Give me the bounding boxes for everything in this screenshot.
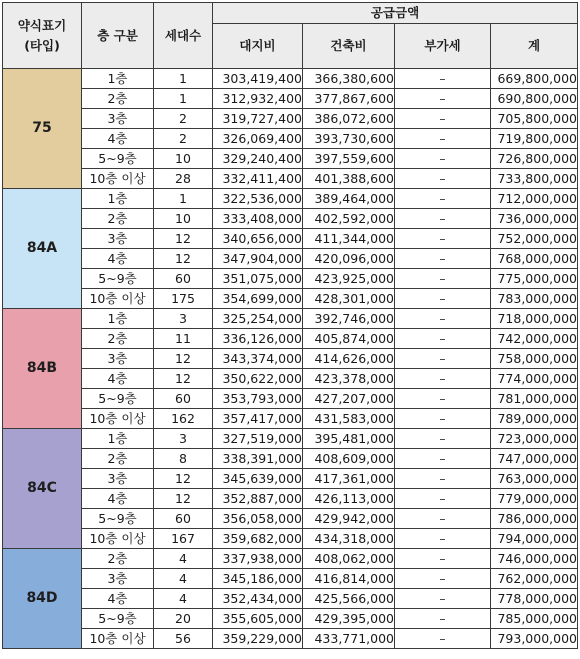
total-price-cell: 747,000,000 (491, 449, 578, 469)
table-row (3, 309, 578, 329)
units-cell: 11 (154, 329, 213, 349)
units-cell: 3 (154, 309, 213, 329)
type-header (3, 3, 82, 69)
vat-cell: – (395, 269, 491, 289)
total-price-cell: 794,000,000 (491, 529, 578, 549)
building-price-cell: 397,559,600 (303, 149, 395, 169)
units-cell: 4 (154, 589, 213, 609)
building-price-cell: 429,395,000 (303, 609, 395, 629)
floor-cell: 1층 (82, 309, 154, 329)
table-row (3, 369, 578, 389)
vat-cell: – (395, 349, 491, 369)
floor-cell: 4층 (82, 489, 154, 509)
vat-cell: – (395, 149, 491, 169)
vat-cell: – (395, 569, 491, 589)
land-price-cell: 319,727,400 (213, 109, 303, 129)
units-cell: 4 (154, 549, 213, 569)
floor-cell: 4층 (82, 129, 154, 149)
floor-cell: 5~9층 (82, 269, 154, 289)
table-row (3, 629, 578, 649)
type-cell: 84B (3, 309, 82, 429)
table-row (3, 589, 578, 609)
building-price-cell: 423,925,000 (303, 269, 395, 289)
floor-header: 층 구분 (82, 3, 154, 69)
table-row (3, 149, 578, 169)
vat-cell: – (395, 369, 491, 389)
floor-cell: 1층 (82, 429, 154, 449)
total-price-cell: 742,000,000 (491, 329, 578, 349)
floor-cell: 3층 (82, 569, 154, 589)
total-price-cell: 763,000,000 (491, 469, 578, 489)
table-row (3, 109, 578, 129)
total-price-cell: 669,800,000 (491, 69, 578, 89)
vat-cell: – (395, 309, 491, 329)
building-price-cell: 408,609,000 (303, 449, 395, 469)
type-cell: 84A (3, 189, 82, 309)
land-price-cell: 347,904,000 (213, 249, 303, 269)
floor-cell: 2층 (82, 549, 154, 569)
table-row (3, 209, 578, 229)
building-price-cell: 393,730,600 (303, 129, 395, 149)
total-price-cell: 752,000,000 (491, 229, 578, 249)
table-row (3, 529, 578, 549)
floor-cell: 2층 (82, 329, 154, 349)
floor-cell: 2층 (82, 449, 154, 469)
units-cell: 60 (154, 389, 213, 409)
land-price-cell: 353,793,000 (213, 389, 303, 409)
table-body (3, 69, 578, 649)
units-cell: 175 (154, 289, 213, 309)
building-price-cell: 414,626,000 (303, 349, 395, 369)
building-price-cell: 416,814,000 (303, 569, 395, 589)
floor-cell: 5~9층 (82, 509, 154, 529)
land-price-cell: 357,417,000 (213, 409, 303, 429)
table-row (3, 469, 578, 489)
vat-cell: – (395, 329, 491, 349)
vat-cell: – (395, 509, 491, 529)
table-row (3, 449, 578, 469)
units-header: 세대수 (154, 3, 213, 69)
floor-cell: 3층 (82, 349, 154, 369)
floor-cell: 10층 이상 (82, 169, 154, 189)
type-cell: 75 (3, 69, 82, 189)
land-price-cell: 325,254,000 (213, 309, 303, 329)
land-header: 대지비 (213, 24, 303, 69)
vat-cell: – (395, 469, 491, 489)
type-cell: 84C (3, 429, 82, 549)
table-row (3, 69, 578, 89)
land-price-cell: 329,240,400 (213, 149, 303, 169)
vat-cell: – (395, 109, 491, 129)
building-price-cell: 408,062,000 (303, 549, 395, 569)
building-price-cell: 377,867,600 (303, 89, 395, 109)
vat-cell: – (395, 89, 491, 109)
floor-cell: 3층 (82, 469, 154, 489)
total-price-cell: 789,000,000 (491, 409, 578, 429)
units-cell: 12 (154, 229, 213, 249)
total-price-cell: 781,000,000 (491, 389, 578, 409)
land-price-cell: 303,419,400 (213, 69, 303, 89)
land-price-cell: 354,699,000 (213, 289, 303, 309)
vat-cell: – (395, 489, 491, 509)
floor-cell: 1층 (82, 189, 154, 209)
total-price-cell: 733,800,000 (491, 169, 578, 189)
units-cell: 12 (154, 349, 213, 369)
total-price-cell: 775,000,000 (491, 269, 578, 289)
type-cell: 84D (3, 549, 82, 649)
units-cell: 162 (154, 409, 213, 429)
units-cell: 20 (154, 609, 213, 629)
vat-cell: – (395, 449, 491, 469)
units-cell: 12 (154, 249, 213, 269)
table-row (3, 349, 578, 369)
land-price-cell: 359,229,000 (213, 629, 303, 649)
vat-cell: – (395, 409, 491, 429)
floor-cell: 5~9층 (82, 149, 154, 169)
table-row (3, 489, 578, 509)
vat-cell: – (395, 629, 491, 649)
land-price-cell: 345,639,000 (213, 469, 303, 489)
table-row (3, 569, 578, 589)
table-row (3, 289, 578, 309)
table-row (3, 189, 578, 209)
land-price-cell: 332,411,400 (213, 169, 303, 189)
units-cell: 167 (154, 529, 213, 549)
units-cell: 60 (154, 509, 213, 529)
building-price-cell: 366,380,600 (303, 69, 395, 89)
total-price-cell: 779,000,000 (491, 489, 578, 509)
units-cell: 12 (154, 469, 213, 489)
total-price-cell: 719,800,000 (491, 129, 578, 149)
floor-cell: 10층 이상 (82, 629, 154, 649)
total-price-cell: 712,000,000 (491, 189, 578, 209)
table-row (3, 89, 578, 109)
total-price-cell: 690,800,000 (491, 89, 578, 109)
units-cell: 12 (154, 489, 213, 509)
vat-cell: – (395, 209, 491, 229)
floor-cell: 10층 이상 (82, 409, 154, 429)
total-price-cell: 768,000,000 (491, 249, 578, 269)
land-price-cell: 352,434,000 (213, 589, 303, 609)
building-price-cell: 433,771,000 (303, 629, 395, 649)
land-price-cell: 340,656,000 (213, 229, 303, 249)
floor-cell: 4층 (82, 249, 154, 269)
type-header-line1: 약식표기 (17, 17, 67, 33)
land-price-cell: 352,887,000 (213, 489, 303, 509)
land-price-cell: 359,682,000 (213, 529, 303, 549)
floor-cell: 2층 (82, 209, 154, 229)
building-price-cell: 429,942,000 (303, 509, 395, 529)
vat-cell: – (395, 429, 491, 449)
building-price-cell: 427,207,000 (303, 389, 395, 409)
total-price-cell: 786,000,000 (491, 509, 578, 529)
total-price-cell: 793,000,000 (491, 629, 578, 649)
units-cell: 2 (154, 129, 213, 149)
table-row (3, 429, 578, 449)
floor-cell: 10층 이상 (82, 529, 154, 549)
table-row (3, 549, 578, 569)
total-price-cell: 705,800,000 (491, 109, 578, 129)
building-price-cell: 402,592,000 (303, 209, 395, 229)
units-cell: 12 (154, 369, 213, 389)
units-cell: 10 (154, 149, 213, 169)
building-price-cell: 386,072,600 (303, 109, 395, 129)
land-price-cell: 322,536,000 (213, 189, 303, 209)
total-price-cell: 783,000,000 (491, 289, 578, 309)
building-header: 건축비 (303, 24, 395, 69)
land-price-cell: 326,069,400 (213, 129, 303, 149)
table-row (3, 329, 578, 349)
floor-cell: 3층 (82, 229, 154, 249)
table-row (3, 229, 578, 249)
units-cell: 3 (154, 429, 213, 449)
table-row (3, 609, 578, 629)
floor-cell: 2층 (82, 89, 154, 109)
units-cell: 1 (154, 69, 213, 89)
units-cell: 1 (154, 189, 213, 209)
vat-header: 부가세 (395, 24, 491, 69)
vat-cell: – (395, 229, 491, 249)
vat-cell: – (395, 289, 491, 309)
vat-cell: – (395, 129, 491, 149)
table-row (3, 269, 578, 289)
building-price-cell: 431,583,000 (303, 409, 395, 429)
building-price-cell: 426,113,000 (303, 489, 395, 509)
total-price-cell: 723,000,000 (491, 429, 578, 449)
land-price-cell: 338,391,000 (213, 449, 303, 469)
vat-cell: – (395, 589, 491, 609)
total-price-cell: 774,000,000 (491, 369, 578, 389)
type-header-line2: (타입) (24, 37, 60, 53)
land-price-cell: 333,408,000 (213, 209, 303, 229)
units-cell: 10 (154, 209, 213, 229)
building-price-cell: 401,388,600 (303, 169, 395, 189)
floor-cell: 10층 이상 (82, 289, 154, 309)
table-row (3, 409, 578, 429)
total-price-cell: 758,000,000 (491, 349, 578, 369)
land-price-cell: 356,058,000 (213, 509, 303, 529)
land-price-cell: 312,932,400 (213, 89, 303, 109)
building-price-cell: 428,301,000 (303, 289, 395, 309)
units-cell: 8 (154, 449, 213, 469)
land-price-cell: 337,938,000 (213, 549, 303, 569)
units-cell: 1 (154, 89, 213, 109)
vat-cell: – (395, 529, 491, 549)
land-price-cell: 355,605,000 (213, 609, 303, 629)
building-price-cell: 434,318,000 (303, 529, 395, 549)
building-price-cell: 417,361,000 (303, 469, 395, 489)
units-cell: 4 (154, 569, 213, 589)
total-price-cell: 746,000,000 (491, 549, 578, 569)
vat-cell: – (395, 249, 491, 269)
building-price-cell: 425,566,000 (303, 589, 395, 609)
total-price-cell: 736,000,000 (491, 209, 578, 229)
vat-cell: – (395, 69, 491, 89)
table-row (3, 169, 578, 189)
building-price-cell: 411,344,000 (303, 229, 395, 249)
vat-cell: – (395, 609, 491, 629)
vat-cell: – (395, 169, 491, 189)
building-price-cell: 405,874,000 (303, 329, 395, 349)
floor-cell: 5~9층 (82, 609, 154, 629)
building-price-cell: 420,096,000 (303, 249, 395, 269)
units-cell: 2 (154, 109, 213, 129)
building-price-cell: 389,464,000 (303, 189, 395, 209)
total-price-cell: 726,800,000 (491, 149, 578, 169)
vat-cell: – (395, 389, 491, 409)
table-row (3, 509, 578, 529)
land-price-cell: 336,126,000 (213, 329, 303, 349)
land-price-cell: 343,374,000 (213, 349, 303, 369)
table-row (3, 389, 578, 409)
building-price-cell: 395,481,000 (303, 429, 395, 449)
table-row (3, 249, 578, 269)
floor-cell: 4층 (82, 589, 154, 609)
units-cell: 60 (154, 269, 213, 289)
building-price-cell: 423,378,000 (303, 369, 395, 389)
table-row (3, 129, 578, 149)
land-price-cell: 327,519,000 (213, 429, 303, 449)
units-cell: 56 (154, 629, 213, 649)
total-price-cell: 762,000,000 (491, 569, 578, 589)
vat-cell: – (395, 549, 491, 569)
supply-price-header: 공급금액 (213, 3, 578, 24)
land-price-cell: 350,622,000 (213, 369, 303, 389)
vat-cell: – (395, 189, 491, 209)
total-price-cell: 778,000,000 (491, 589, 578, 609)
supply-price-table (2, 2, 578, 649)
land-price-cell: 351,075,000 (213, 269, 303, 289)
units-cell: 28 (154, 169, 213, 189)
table-header (3, 3, 578, 69)
floor-cell: 1층 (82, 69, 154, 89)
total-price-cell: 785,000,000 (491, 609, 578, 629)
floor-cell: 3층 (82, 109, 154, 129)
floor-cell: 5~9층 (82, 389, 154, 409)
land-price-cell: 345,186,000 (213, 569, 303, 589)
total-price-cell: 718,000,000 (491, 309, 578, 329)
total-header: 계 (491, 24, 578, 69)
floor-cell: 4층 (82, 369, 154, 389)
building-price-cell: 392,746,000 (303, 309, 395, 329)
